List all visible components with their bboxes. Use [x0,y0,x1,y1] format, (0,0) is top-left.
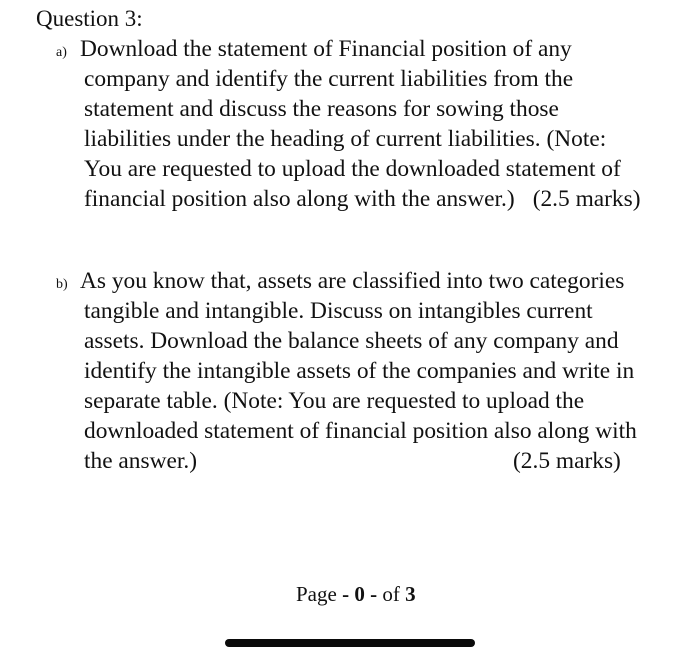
part-b-line: identify the intangible assets of the companies and write in [84,358,635,384]
part-a-line [56,184,696,214]
home-indicator[interactable] [225,639,475,647]
page-prefix: Page [296,582,337,606]
part-a-line: statement and discuss the reasons for sowing those [84,96,559,122]
part-a-line: company and identify the current liabilities from the [84,66,574,92]
part-b-line: tangible and intangible. Discuss on intangibles current [84,298,593,324]
part-b-text: the answer.) [84,448,198,474]
page-total: 3 [405,582,416,606]
page-current: 0 [354,582,365,606]
part-a-marker: a) [56,45,67,60]
part-b-line: separate table. (Note: You are requested to upload the [84,388,585,414]
page-dash: - [370,582,378,606]
question-heading: Question 3: [36,6,143,31]
part-b-line: downloaded statement of financial position also along with [84,418,637,444]
part-b-line [56,446,696,476]
part-b-line: assets. Download the balance sheets of any company and [84,328,619,354]
page-number [296,580,416,608]
part-b-line [56,266,696,296]
part-b-marks: (2.5 marks) [513,448,621,474]
part-b-marker: b) [56,277,68,292]
question-part-a [56,34,696,214]
part-a-text: financial position also along with the answer.) [84,186,515,212]
question-part-b [56,266,696,476]
page-of: of [382,582,400,606]
part-b-text: As you know that, assets are classified into two categories [80,268,625,294]
part-a-marks: (2.5 marks) [532,186,641,212]
page-dash: - [342,582,350,606]
part-a-line: liabilities under the heading of current liabilities. (Note: [84,126,607,152]
part-a-text: Download the statement of Financial position of any [80,36,572,62]
part-a-line [56,34,696,64]
part-a-line: You are requested to upload the downloaded statement of [84,156,621,182]
